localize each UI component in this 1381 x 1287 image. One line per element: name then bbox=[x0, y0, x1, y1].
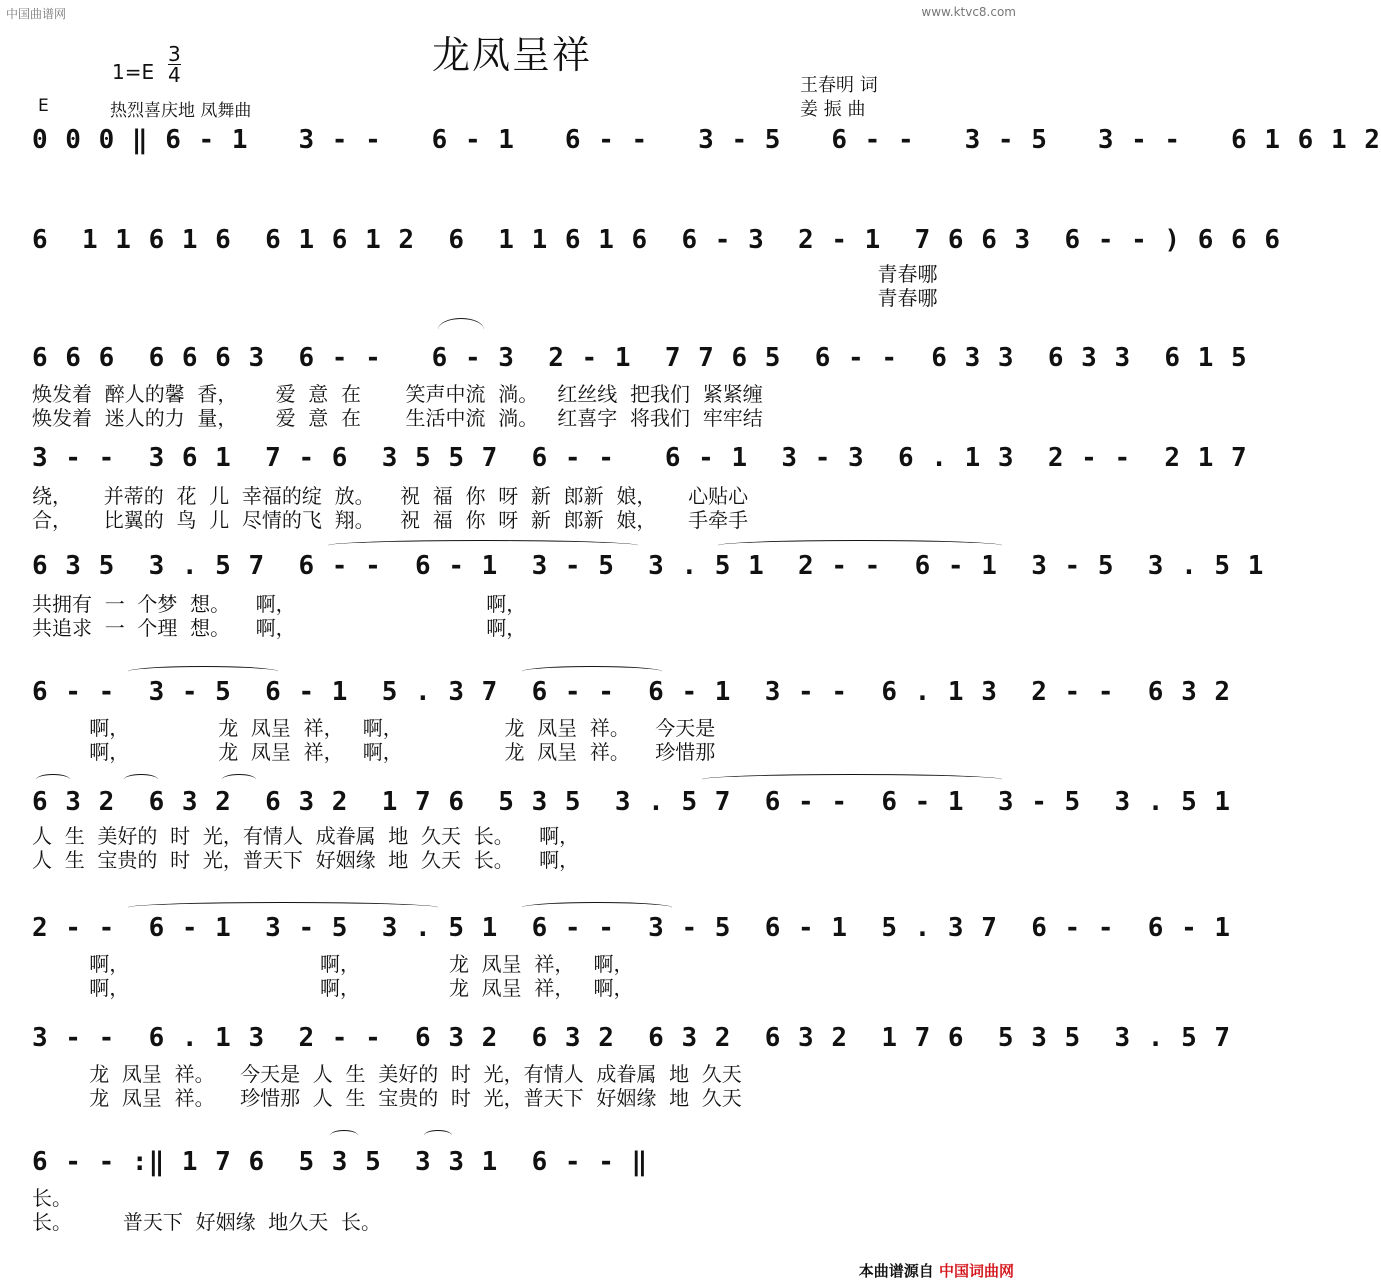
lyrics-row-3-verse-1: 焕发着 醉人的馨 香， 爱 意 在 笑声中流 淌。 红丝线 把我们 紧紧缠 bbox=[32, 382, 763, 406]
score-row-7 bbox=[32, 786, 1232, 872]
fermata bbox=[330, 1130, 358, 1141]
fermata bbox=[424, 1130, 452, 1141]
footer-text: 本曲谱源自 bbox=[858, 1262, 934, 1280]
notes-row-7: 6 3 2 6 3 2 6 3 2 1 7 6 5 3 5 3 . 5 7 6 - - 6 - 1 3 - 5 3 . 5 1 bbox=[32, 787, 1232, 817]
notes-row-1: 0 0 0 ‖ 6 - 1 3 - - 6 - 1 6 - - 3 - 5 6 - - 3 - 5 3 - - 6 1 6 1 2 bbox=[32, 125, 1381, 155]
score-row-2 bbox=[32, 224, 1281, 310]
song-title: 龙凤呈祥 bbox=[431, 33, 592, 77]
footer-source bbox=[859, 1260, 1014, 1281]
notes-row-8: 2 - - 6 - 1 3 - 5 3 . 5 1 6 - - 3 - 5 6 - 1 5 . 3 7 6 - - 6 - 1 bbox=[32, 913, 1232, 943]
notes-row-9: 3 - - 6 . 1 3 2 - - 6 3 2 6 3 2 6 3 2 6 3 2 1 7 6 5 3 5 3 . 5 7 bbox=[32, 1023, 1232, 1053]
watermark-left: 中国曲谱网 bbox=[6, 7, 67, 21]
lyrics-row-9-verse-1: 龙 凤呈 祥。 今天是 人 生 美好的 时 光，有情人 成眷属 地 久天 bbox=[32, 1062, 742, 1086]
notes-row-4: 3 - - 3 6 1 7 - 6 3 5 5 7 6 - - 6 - 1 3 - 3 6 . 1 3 2 - - 2 1 7 bbox=[32, 443, 1248, 473]
time-signature bbox=[168, 44, 181, 85]
score-row-3 bbox=[32, 342, 1248, 430]
score-row-5 bbox=[32, 550, 1265, 640]
score-row-10 bbox=[32, 1146, 1002, 1234]
lyrics-row-4-verse-1: 绕， 并蒂的 花 儿 幸福的绽 放。 祝 福 你 呀 新 郎新 娘， 心贴心 bbox=[32, 484, 749, 508]
lyrics-row-2-verse-2: 青春哪 bbox=[32, 286, 938, 310]
tempo-marking: 热烈喜庆地 凤舞曲 bbox=[110, 101, 252, 121]
key-tag: E bbox=[38, 96, 49, 116]
key-signature: 1=E bbox=[112, 60, 155, 84]
slur bbox=[438, 318, 484, 341]
footer-brand-link[interactable]: 中国词曲网 bbox=[938, 1262, 1014, 1280]
notes-row-3: 6 6 6 6 6 6 3 6 - - 6 - 3 2 - 1 7 7 6 5 6 - - 6 3 3 6 3 3 6 1 5 bbox=[32, 343, 1248, 373]
slur bbox=[124, 774, 158, 785]
lyrics-row-10-verse-2: 长。 普天下 好姻缘 地久天 长。 bbox=[32, 1210, 382, 1234]
notes-row-5: 6 3 5 3 . 5 7 6 - - 6 - 1 3 - 5 3 . 5 1 2 - - 6 - 1 3 - 5 3 . 5 1 bbox=[32, 551, 1265, 581]
composer-credit: 姜 振 曲 bbox=[800, 99, 866, 120]
lyrics-row-5-verse-2: 共追求 一 个理 想。 啊， 啊， bbox=[32, 616, 527, 640]
notes-row-2: 6 1 1 6 1 6 6 1 6 1 2 6 1 1 6 1 6 6 - 3 2 - 1 7 6 6 3 6 - - ) 6 6 6 bbox=[32, 225, 1281, 255]
slur bbox=[36, 774, 70, 785]
score-row-6 bbox=[32, 676, 1232, 764]
watermark-right: www.ktvc8.com bbox=[921, 5, 1016, 19]
slur bbox=[702, 774, 1002, 785]
lyrics-row-9-verse-2: 龙 凤呈 祥。 珍惜那 人 生 宝贵的 时 光，普天下 好姻缘 地 久天 bbox=[32, 1086, 742, 1110]
lyrics-row-2-verse-1: 青春哪 bbox=[32, 262, 938, 286]
score-row-8 bbox=[32, 912, 1232, 1000]
lyrics-row-6-verse-1: 啊， 龙 凤呈 祥， 啊， 龙 凤呈 祥。 今天是 bbox=[32, 716, 716, 740]
lyrics-row-7-verse-2: 人 生 宝贵的 时 光，普天下 好姻缘 地 久天 长。 啊， bbox=[32, 848, 580, 872]
lyricist-credit: 王春明 词 bbox=[800, 75, 878, 96]
score-row-1 bbox=[32, 124, 1381, 164]
lyrics-row-7-verse-1: 人 生 美好的 时 光，有情人 成眷属 地 久天 长。 啊， bbox=[32, 824, 580, 848]
notes-row-6: 6 - - 3 - 5 6 - 1 5 . 3 7 6 - - 6 - 1 3 - - 6 . 1 3 2 - - 6 3 2 bbox=[32, 677, 1232, 707]
time-signature-bottom: 4 bbox=[168, 63, 181, 87]
slur bbox=[222, 774, 256, 785]
lyrics-row-10-verse-1: 长。 bbox=[32, 1186, 72, 1210]
lyrics-row-8-verse-2: 啊， 啊， 龙 凤呈 祥， 啊， bbox=[32, 976, 634, 1000]
time-signature-top: 3 bbox=[168, 42, 181, 66]
score-row-9 bbox=[32, 1022, 1232, 1110]
credits bbox=[800, 74, 878, 122]
lyrics-row-6-verse-2: 啊， 龙 凤呈 祥， 啊， 龙 凤呈 祥。 珍惜那 bbox=[32, 740, 716, 764]
notes-row-10: 6 - - :‖ 1 7 6 5 3 5 3 3 1 6 - - ‖ bbox=[32, 1147, 649, 1177]
lyrics-row-4-verse-2: 合， 比翼的 鸟 儿 尽情的飞 翔。 祝 福 你 呀 新 郎新 娘， 手牵手 bbox=[32, 508, 749, 532]
lyrics-row-5-verse-1: 共拥有 一 个梦 想。 啊， 啊， bbox=[32, 592, 527, 616]
lyrics-row-3-verse-2: 焕发着 迷人的力 量， 爱 意 在 生活中流 淌。 红喜字 将我们 牢牢结 bbox=[32, 406, 763, 430]
score-row-4 bbox=[32, 442, 1248, 532]
lyrics-row-8-verse-1: 啊， 啊， 龙 凤呈 祥， 啊， bbox=[32, 952, 634, 976]
